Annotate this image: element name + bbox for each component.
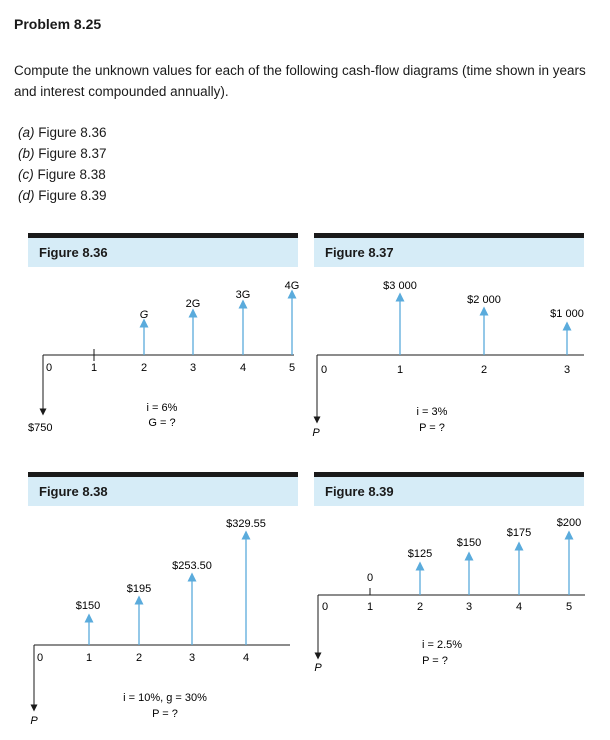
fig838-label-4: $329.55 bbox=[226, 518, 266, 530]
figure-838-title: Figure 8.38 bbox=[28, 477, 298, 506]
fig836-label-3g: 3G bbox=[235, 289, 251, 301]
figure-836-diagram bbox=[28, 280, 299, 434]
fig836-tick-4: 4 bbox=[239, 362, 247, 374]
fig837-note-unknown: P = ? bbox=[419, 422, 445, 434]
part-b-letter: (b) bbox=[18, 146, 35, 161]
fig839-label-4: $175 bbox=[506, 527, 532, 539]
fig837-label-3: $1 000 bbox=[550, 308, 584, 320]
fig838-tick-4: 4 bbox=[242, 652, 250, 664]
fig837-down-label: P bbox=[312, 427, 320, 439]
fig839-note-rate: i = 2.5% bbox=[421, 639, 463, 651]
fig838-tick-3: 3 bbox=[188, 652, 196, 664]
fig838-label-2: $195 bbox=[126, 583, 152, 595]
fig838-tick-0: 0 bbox=[37, 652, 44, 664]
part-b-text: Figure 8.37 bbox=[34, 146, 107, 161]
fig838-tick-2: 2 bbox=[135, 652, 143, 664]
part-c-text: Figure 8.38 bbox=[33, 167, 106, 182]
fig837-note-rate: i = 3% bbox=[416, 406, 448, 418]
fig837-label-1: $3 000 bbox=[383, 280, 417, 292]
fig839-tick-1: 1 bbox=[366, 601, 374, 613]
fig838-note-rate: i = 10%, g = 30% bbox=[123, 692, 207, 704]
fig839-label-3: $150 bbox=[456, 537, 482, 549]
fig839-tick-4: 4 bbox=[515, 601, 523, 613]
figure-837-title: Figure 8.37 bbox=[314, 238, 584, 267]
problem-intro: Compute the unknown values for each of the following cash-flow diagrams (time shown in years and interest compounded annually). bbox=[14, 63, 586, 99]
fig838-down-label: P bbox=[30, 715, 38, 727]
fig838-tick-1: 1 bbox=[85, 652, 93, 664]
part-a-letter: (a) bbox=[18, 125, 35, 140]
fig838-note-unknown: P = ? bbox=[152, 708, 178, 720]
fig836-label-g: G bbox=[139, 309, 149, 321]
fig836-note-rate: i = 6% bbox=[146, 402, 178, 414]
figure-837-diagram bbox=[312, 280, 584, 439]
part-a-text: Figure 8.36 bbox=[34, 125, 107, 140]
fig836-tick-3: 3 bbox=[189, 362, 197, 374]
fig836-tick-2: 2 bbox=[140, 362, 148, 374]
fig839-tick-2: 2 bbox=[416, 601, 424, 613]
fig839-tick-0: 0 bbox=[322, 601, 329, 613]
fig837-tick-1: 1 bbox=[396, 364, 404, 376]
fig838-label-1: $150 bbox=[75, 600, 101, 612]
figure-838-diagram bbox=[30, 518, 290, 727]
part-d-text: Figure 8.39 bbox=[34, 188, 107, 203]
fig839-tick-3: 3 bbox=[465, 601, 473, 613]
fig836-label-2g: 2G bbox=[185, 298, 201, 310]
part-c-letter: (c) bbox=[18, 167, 34, 182]
problem-title: Problem 8.25 bbox=[14, 16, 102, 32]
fig836-note-unknown: G = ? bbox=[148, 417, 176, 429]
fig837-tick-0: 0 bbox=[321, 364, 328, 376]
fig836-tick-0: 0 bbox=[46, 362, 53, 374]
figure-836-title: Figure 8.36 bbox=[28, 238, 298, 267]
fig839-first-flow-label: 0 bbox=[366, 572, 374, 584]
fig836-down-label: $750 bbox=[28, 422, 53, 434]
fig839-label-2: $125 bbox=[407, 548, 433, 560]
fig836-label-4g: 4G bbox=[284, 280, 300, 292]
fig839-down-label: P bbox=[314, 662, 322, 674]
part-d-letter: (d) bbox=[18, 188, 35, 203]
fig837-label-2: $2 000 bbox=[467, 294, 501, 306]
fig839-tick-5: 5 bbox=[565, 601, 573, 613]
fig836-tick-5: 5 bbox=[288, 362, 296, 374]
fig838-label-3: $253.50 bbox=[172, 560, 212, 572]
fig839-label-5: $200 bbox=[556, 517, 582, 529]
fig837-tick-2: 2 bbox=[480, 364, 488, 376]
fig837-tick-3: 3 bbox=[563, 364, 571, 376]
figure-839-diagram bbox=[314, 517, 585, 674]
figure-839-title: Figure 8.39 bbox=[314, 477, 584, 506]
fig836-tick-1: 1 bbox=[90, 362, 98, 374]
fig839-note-unknown: P = ? bbox=[422, 655, 448, 667]
